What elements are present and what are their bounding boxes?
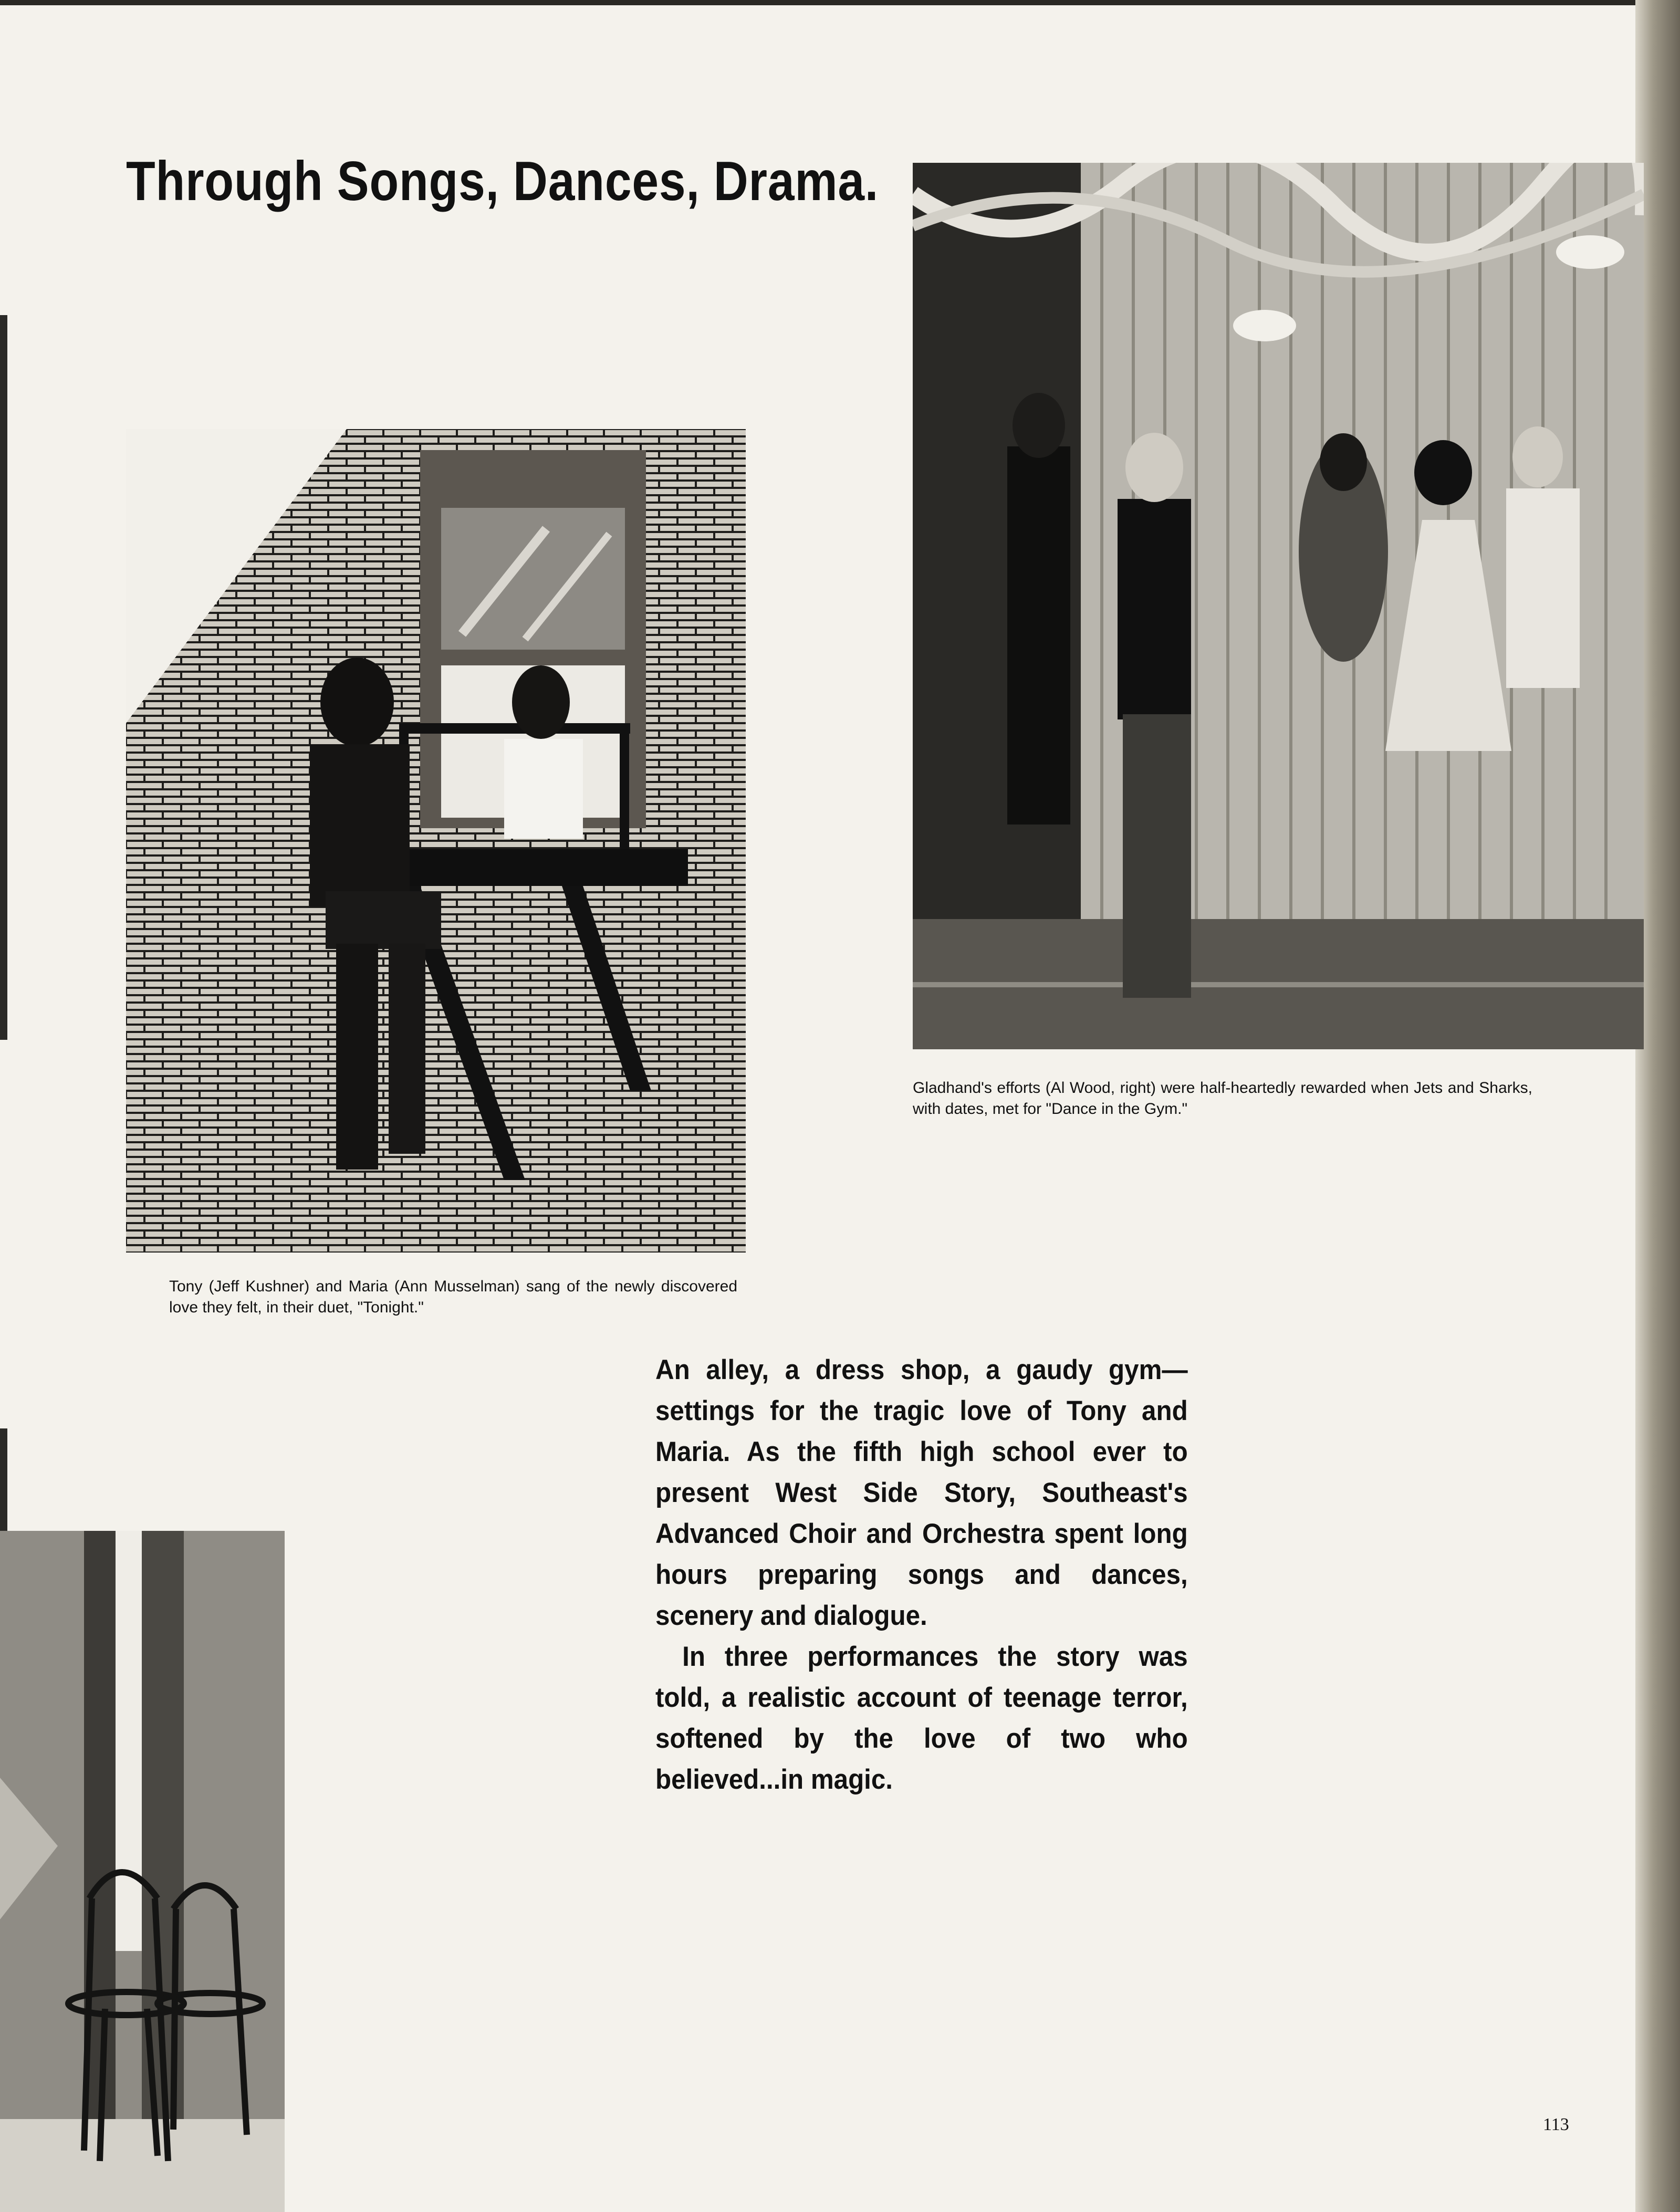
balcony-photo-caption: Tony (Jeff Kushner) and Maria (Ann Musselman) sang of the newly discovered love they felt, in their duet, "Tonight." — [169, 1278, 737, 1316]
story-body-text — [655, 1350, 1188, 1800]
left-page-edge — [0, 315, 7, 1040]
dance-in-gym-photo — [913, 163, 1644, 1049]
page-title: Through Songs, Dances, Drama. — [126, 150, 879, 212]
page-top-edge — [0, 0, 1680, 5]
cafe-chairs-image — [0, 1531, 285, 2212]
page-number: 113 — [1543, 2115, 1569, 2134]
dance-in-gym-image — [913, 163, 1644, 1049]
gym-photo-caption: Gladhand's efforts (Al Wood, right) were half-heartedly rewarded when Jets and Sharks, with dates, met for "Dance in the Gym." — [913, 1079, 1532, 1118]
body-paragraph-1: An alley, a dress shop, a gaudy gym—settings for the tragic love of Tony and Maria. As the fifth high school ever to present West Side Story, Southeast's Advanced Choir and Orchestra spent long hours preparing songs and dances, scenery and dialogue. — [655, 1354, 1188, 1631]
body-paragraph-2: In three performances the story was told, a realistic account of teenage terror, softened by the love of two who believed...in magic. — [655, 1641, 1188, 1795]
balcony-duet-photo — [126, 429, 746, 1253]
chairs-photo — [0, 1531, 285, 2212]
balcony-duet-image — [126, 429, 746, 1253]
